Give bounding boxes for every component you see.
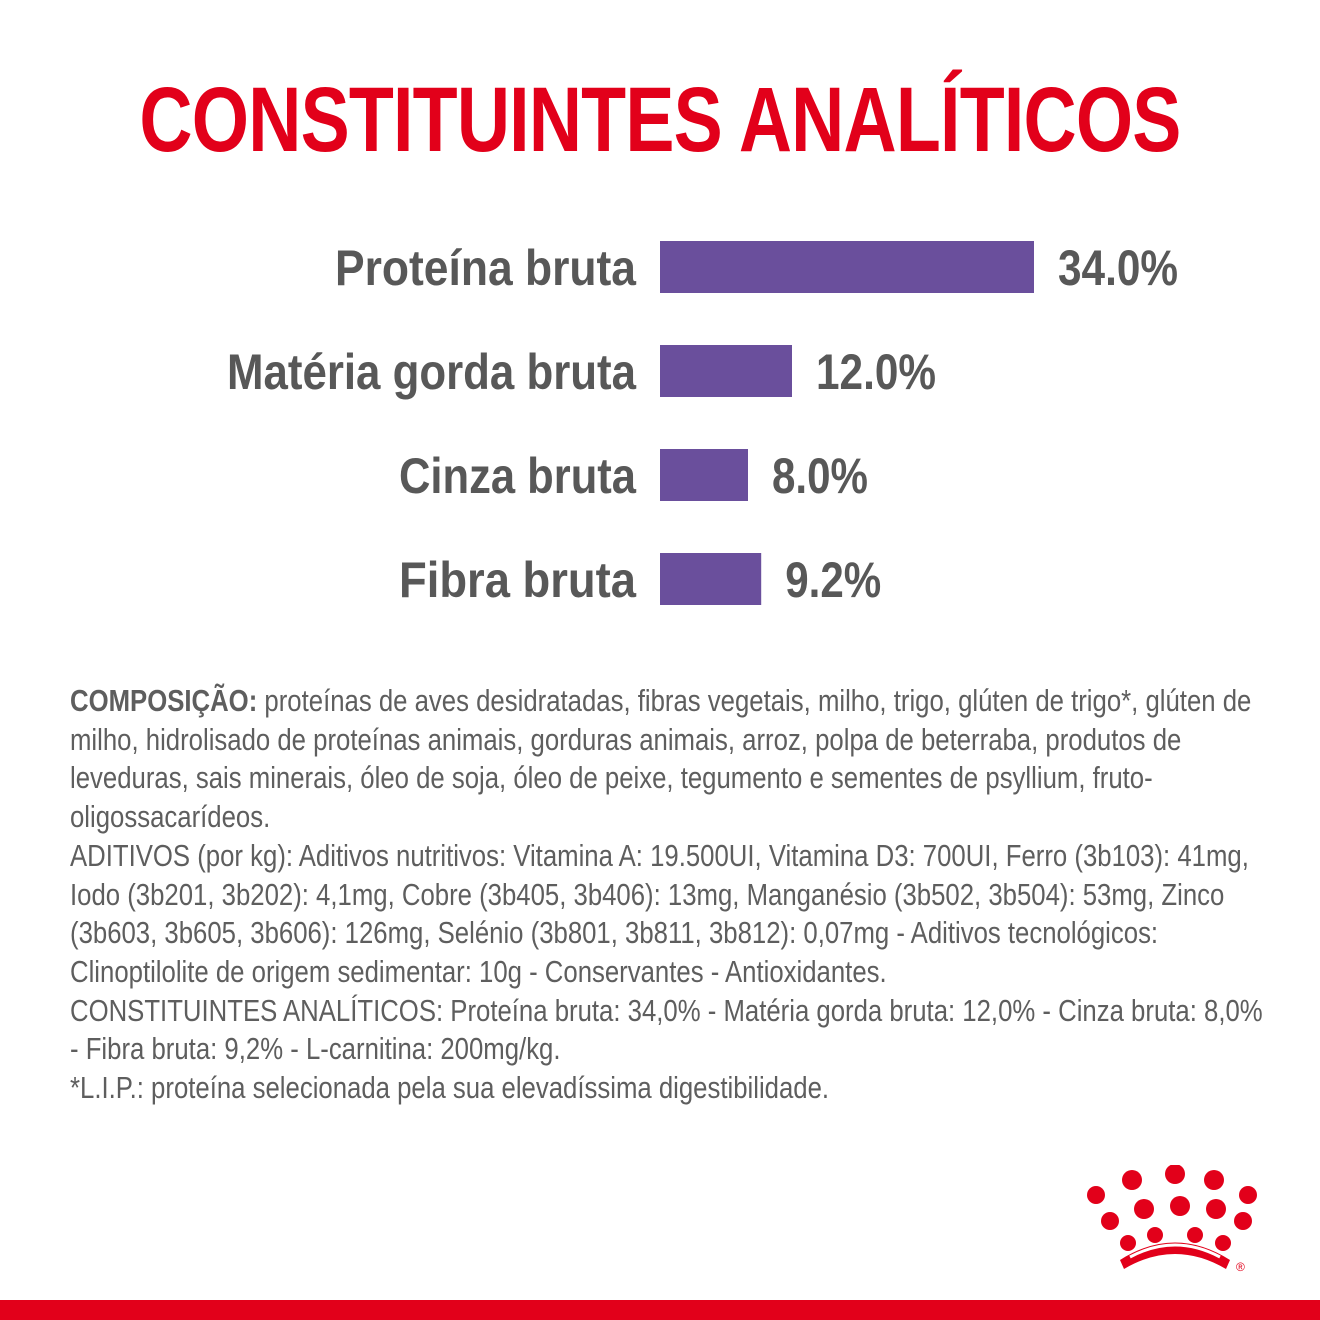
footnote: *L.I.P.: proteína selecionada pela sua elevadíssima digestibilidade. <box>70 1070 830 1106</box>
bar <box>660 241 1034 293</box>
bar <box>660 449 748 501</box>
value-label: 8.0% <box>772 448 868 504</box>
bar <box>660 553 761 605</box>
registered-mark: ® <box>1236 1260 1245 1274</box>
crown-dots <box>1087 1165 1257 1251</box>
composition-ingredients: proteínas de aves desidratadas, fibras vegetais, milho, trigo, glúten de trigo*, glúten de milho, hidrolisado de proteínas animais, gorduras animais, arroz, polpa de beterraba, produtos de leveduras, sais minerais, óleo de soja, óleo de peixe, tegumento e sementes de psyllium, fruto-oligossacarídeos. <box>70 683 1252 835</box>
nutrient-bar-chart <box>0 220 1320 640</box>
category-label: Matéria gorda bruta <box>227 344 638 400</box>
constituents-paragraph: CONSTITUINTES ANALÍTICOS: Proteína bruta: 34,0% - Matéria gorda bruta: 12,0% - Cinza bruta: 8,0% - Fibra bruta: 9,2% - L-carnitina: 200mg/kg. <box>70 992 1263 1067</box>
value-label: 34.0% <box>1058 240 1178 296</box>
value-label: 12.0% <box>816 344 936 400</box>
category-label: Fibra bruta <box>399 552 638 608</box>
page-title: CONSTITUINTES ANALÍTICOS <box>139 69 1181 171</box>
composition-heading: COMPOSIÇÃO: <box>70 683 258 718</box>
value-label: 9.2% <box>785 552 882 608</box>
additives-paragraph: ADITIVOS (por kg): Aditivos nutritivos: Vitamina A: 19.500UI, Vitamina D3: 700UI, Ferro (3b103): 41mg, Iodo (3b201, 3b202): 4,1mg, Cobre (3b405, 3b406): 13mg, Manganésio (3b502, 3b504): 53mg, Zinco (3b603, 3b605, 3b606): 126mg, Selénio (3b801, 3b811, 3b812): 0,07mg - Aditivos tecnológicos: Clinoptilolite de origem sedimentar: 10g - Conservantes - Antioxidantes. <box>70 837 1249 989</box>
category-label: Cinza bruta <box>399 448 638 504</box>
category-label: Proteína bruta <box>335 240 638 296</box>
composition-text <box>70 682 1270 1108</box>
bar <box>660 345 792 397</box>
crown-icon <box>1080 1165 1265 1275</box>
brand-bottom-bar <box>0 1300 1320 1320</box>
composition-paragraph <box>70 682 1269 837</box>
